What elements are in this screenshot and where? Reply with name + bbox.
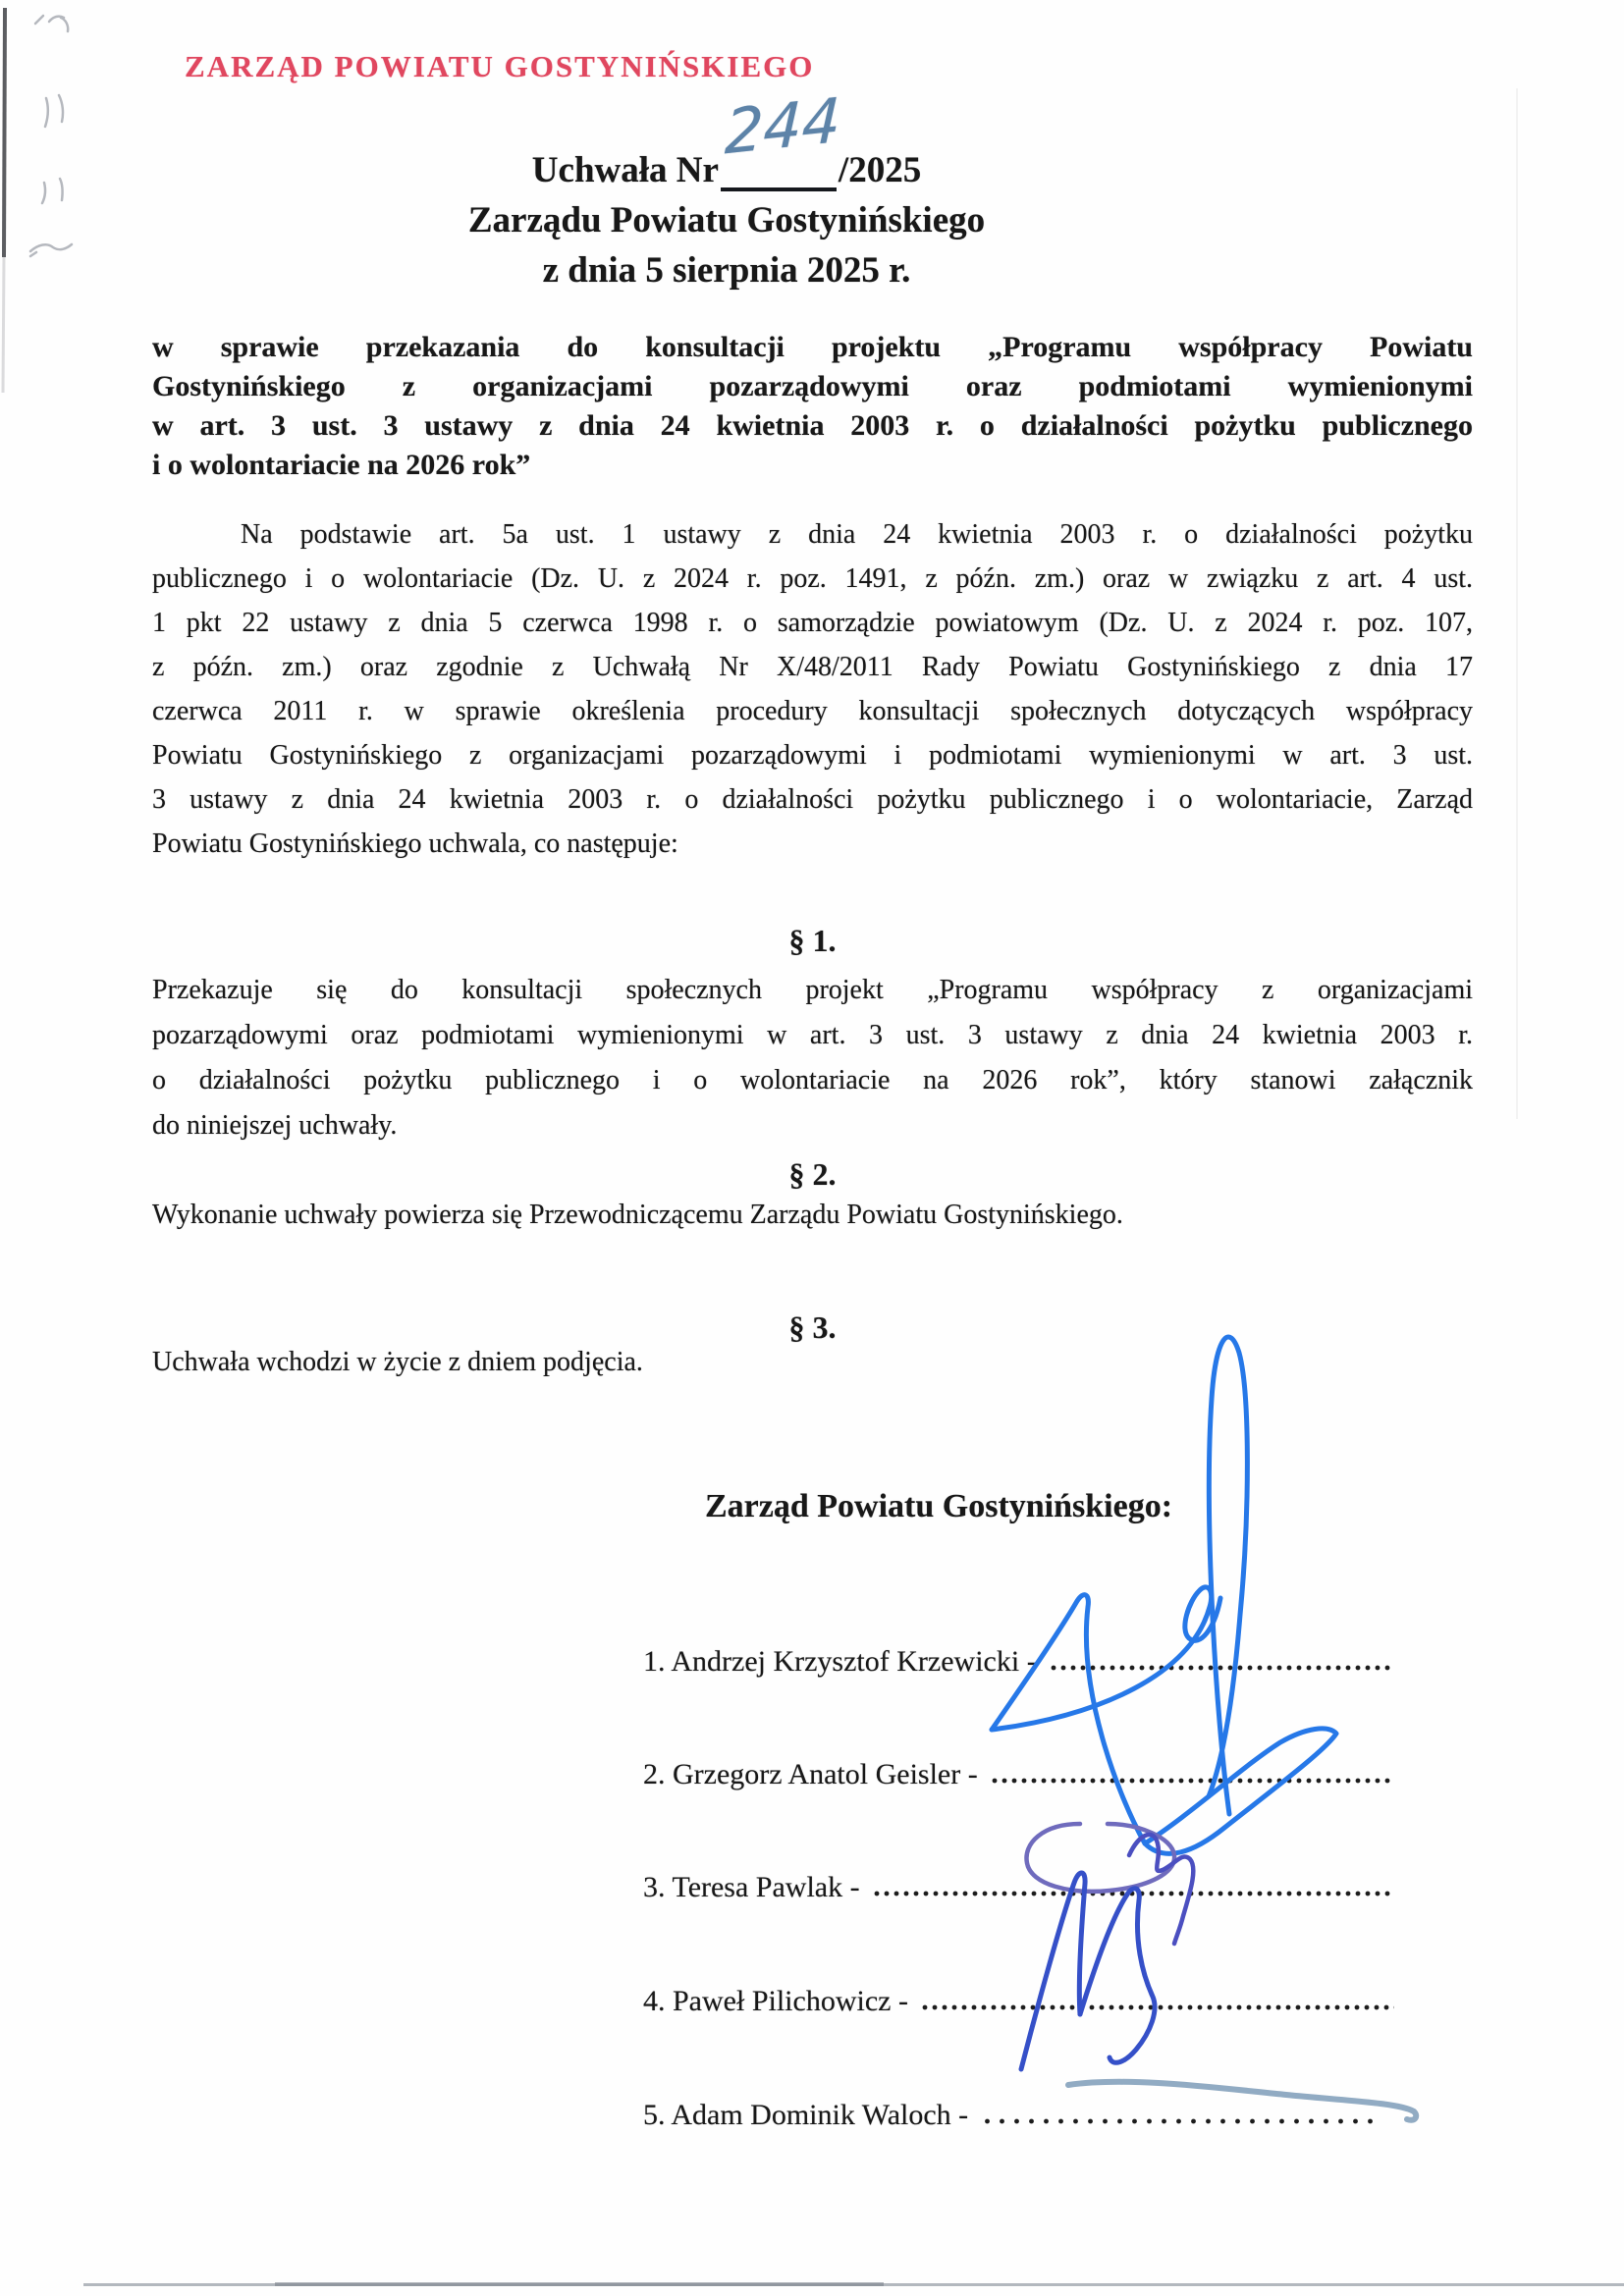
- signature-row: [643, 1871, 1394, 1904]
- section-3-body: Uchwała wchodzi w życie z dniem podjęcia.: [152, 1347, 643, 1377]
- office-stamp-text: ZARZĄD POWIATU GOSTYNIŃSKIEGO: [185, 49, 815, 83]
- section-2-body: Wykonanie uchwały powierza się Przewodniczącemu Zarządu Powiatu Gostynińskiego.: [152, 1200, 1123, 1230]
- preamble-line: publicznego i o wolontariacie (Dz. U. z 2024 r. poz. 1491, z późn. zm.) oraz w związku z art. 4 ust.: [152, 563, 1473, 594]
- subject-line: i o wolontariacie na 2026 rok”: [152, 449, 531, 481]
- section-2-header: § 2.: [788, 1156, 837, 1192]
- preamble-paragraph: [152, 512, 1473, 866]
- preamble-line: 3 ustawy z dnia 24 kwietnia 2003 r. o działalności pożytku publicznego i o wolontariacie, Zarząd: [152, 784, 1473, 815]
- scan-streak-right: [1516, 88, 1518, 1119]
- subject-paragraph: [152, 328, 1473, 485]
- signature-dotted-line: [980, 2116, 1373, 2126]
- signature-dotted-line: [1049, 1663, 1394, 1673]
- signature-row: [643, 2099, 1394, 2132]
- signature-dotted-line: [990, 1776, 1394, 1786]
- title-line-authority: Zarządu Powiatu Gostynińskiego: [467, 200, 986, 240]
- preamble-line: Powiatu Gostynińskiego z organizacjami pozarządowymi i podmiotami wymienionymi w art. 3 ust.: [152, 740, 1473, 771]
- signature-name: 3. Teresa Pawlak -: [643, 1871, 860, 1903]
- section-3-header: § 3.: [788, 1309, 837, 1345]
- title-line-number: [152, 83, 1301, 195]
- signature-name: 4. Paweł Pilichowicz -: [643, 1985, 908, 2017]
- preamble-line: Na podstawie art. 5a ust. 1 ustawy z dnia 24 kwietnia 2003 r. o działalności pożytku: [241, 519, 1473, 550]
- pencil-marks: [30, 16, 72, 256]
- signature-name: 2. Grzegorz Anatol Geisler -: [643, 1758, 978, 1790]
- title-prefix: Uchwała Nr: [531, 150, 719, 190]
- signature-heading: Zarząd Powiatu Gostynińskiego:: [705, 1488, 1173, 1524]
- signature-name: 1. Andrzej Krzysztof Krzewicki -: [643, 1645, 1037, 1678]
- scan-edge-line-left: [3, 8, 5, 393]
- subject-line: w sprawie przekazania do konsultacji projektu „Programu współpracy Powiatu: [152, 331, 1473, 363]
- subject-line: w art. 3 ust. 3 ustawy z dnia 24 kwietnia 2003 r. o działalności pożytku publicznego: [152, 409, 1473, 442]
- preamble-line: Powiatu Gostynińskiego uchwala, co następuje:: [152, 828, 678, 859]
- signature-row: [643, 1645, 1394, 1679]
- signature-row: [643, 1985, 1394, 2018]
- resolution-number-blank-line: [721, 83, 842, 191]
- scan-edge-line-bottom: [83, 2282, 1624, 2286]
- section-1-line: pozarządowymi oraz podmiotami wymienionymi w art. 3 ust. 3 ustawy z dnia 24 kwietnia 2003 r.: [152, 1020, 1473, 1050]
- section-1-header: § 1.: [788, 923, 837, 958]
- signature-name: 5. Adam Dominik Waloch -: [643, 2099, 969, 2131]
- section-1-line: do niniejszej uchwały.: [152, 1110, 398, 1141]
- signature-dotted-line: [872, 1889, 1394, 1898]
- handwritten-resolution-number: 244: [723, 83, 842, 169]
- title-suffix: /2025: [838, 150, 922, 190]
- title-block: [152, 83, 1301, 295]
- subject-line: Gostynińskiego z organizacjami pozarządowymi oraz podmiotami wymienionymi: [152, 370, 1473, 402]
- preamble-line: czerwca 2011 r. w sprawie określenia procedury konsultacji społecznych dotyczących współpracy: [152, 696, 1473, 726]
- preamble-line: z późn. zm.) oraz zgodnie z Uchwałą Nr X/48/2011 Rady Powiatu Gostynińskiego z dnia 17: [152, 652, 1473, 682]
- section-1-body: [152, 968, 1473, 1148]
- preamble-line: 1 pkt 22 ustawy z dnia 5 czerwca 1998 r. o samorządzie powiatowym (Dz. U. z 2024 r. poz. 107,: [152, 608, 1473, 638]
- signature-dotted-line: [920, 2002, 1394, 2012]
- section-1-line: Przekazuje się do konsultacji społecznych projekt „Programu współpracy z organizacjami: [152, 975, 1473, 1005]
- title-line-date: z dnia 5 sierpnia 2025 r.: [542, 250, 911, 291]
- section-1-line: o działalności pożytku publicznego i o wolontariacie na 2026 rok”, który stanowi załącznik: [152, 1065, 1473, 1095]
- signature-row: [643, 1758, 1394, 1791]
